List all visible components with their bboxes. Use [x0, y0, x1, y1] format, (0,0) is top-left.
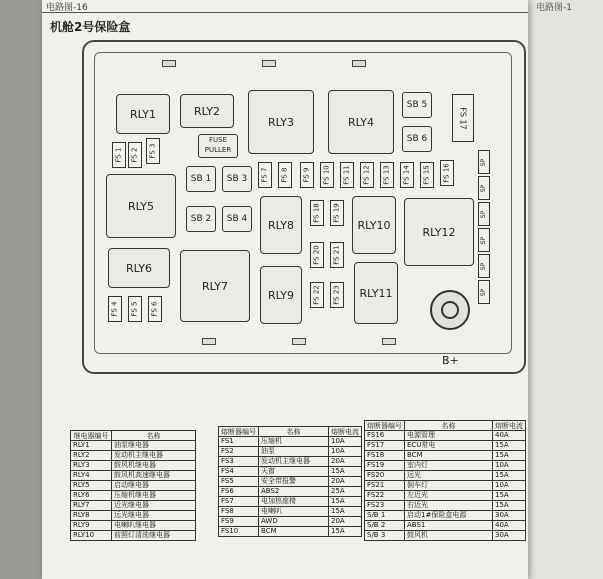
- table-row: [219, 457, 362, 467]
- fuse-table-2-header-name: 名称: [405, 421, 493, 431]
- table-cell: FS1: [219, 437, 259, 447]
- table-cell: 10A: [493, 461, 526, 471]
- table-cell: RLY9: [71, 521, 112, 531]
- table-cell: ABS1: [405, 521, 493, 531]
- table-row: [71, 451, 196, 461]
- table-cell: RLY4: [71, 471, 112, 481]
- table-cell: 远光继电器: [112, 511, 196, 521]
- fuse-puller: FUSE PULLER: [198, 134, 238, 158]
- table-cell: 天窗: [259, 467, 329, 477]
- table-cell: 电源管理: [405, 431, 493, 441]
- table-row: [219, 497, 362, 507]
- table-row: [219, 507, 362, 517]
- table-cell: 发动机主继电器: [112, 451, 196, 461]
- page-header: 电路图-16: [42, 0, 528, 13]
- relay-rly2: RLY2: [180, 94, 234, 128]
- table-cell: FS5: [219, 477, 259, 487]
- table-row: [71, 471, 196, 481]
- sb-4: SB 4: [222, 206, 252, 232]
- table-cell: 鼓风机高速继电器: [112, 471, 196, 481]
- table-row: [71, 511, 196, 521]
- table-cell: S/B 1: [365, 511, 405, 521]
- table-row: [71, 491, 196, 501]
- table-cell: BCM: [259, 527, 329, 537]
- fuse-table-1-header-current: 熔断电流: [329, 427, 362, 437]
- fuse-fs14: FS 14: [400, 162, 414, 188]
- fuse-table-1-header-id: 熔断器编号: [219, 427, 259, 437]
- relay-table-header-id: 继电器编号: [71, 431, 112, 441]
- relay-rly10: RLY10: [352, 196, 396, 254]
- table-cell: 10A: [493, 481, 526, 491]
- table-row: [219, 467, 362, 477]
- fuse-fs19: FS 19: [330, 200, 344, 226]
- sb-2: SB 2: [186, 206, 216, 232]
- table-cell: RLY5: [71, 481, 112, 491]
- fuse-fs16: FS 16: [440, 160, 454, 186]
- table-cell: S/B 3: [365, 531, 405, 541]
- fuse-fs20: FS 20: [310, 242, 324, 268]
- table-cell: 鼓风机: [405, 531, 493, 541]
- table-cell: FS21: [365, 481, 405, 491]
- relay-rly3: RLY3: [248, 90, 314, 154]
- battery-terminal-icon: [430, 290, 470, 330]
- table-row: [71, 531, 196, 541]
- table-cell: AWD: [259, 517, 329, 527]
- table-row: [365, 461, 526, 471]
- table-row: [219, 517, 362, 527]
- table-cell: RLY10: [71, 531, 112, 541]
- document-page: [42, 0, 528, 579]
- table-row: [219, 437, 362, 447]
- table-cell: FS17: [365, 441, 405, 451]
- fuse-table-1: [218, 426, 362, 537]
- box-clip: [202, 338, 216, 345]
- table-row: [365, 531, 526, 541]
- table-cell: 前照灯清洗继电器: [112, 531, 196, 541]
- relay-rly12: RLY12: [404, 198, 474, 266]
- fuse-fs9: FS 9: [300, 162, 314, 188]
- relay-rly6: RLY6: [108, 248, 170, 288]
- table-cell: 10A: [329, 437, 362, 447]
- table-row: [219, 447, 362, 457]
- relay-table-header-name: 名称: [112, 431, 196, 441]
- table-cell: FS20: [365, 471, 405, 481]
- table-cell: FS9: [219, 517, 259, 527]
- relay-rly1: RLY1: [116, 94, 170, 134]
- table-cell: 鼓风机继电器: [112, 461, 196, 471]
- relay-rly8: RLY8: [260, 196, 302, 254]
- box-clip: [162, 60, 176, 67]
- table-cell: RLY8: [71, 511, 112, 521]
- table-row: [71, 441, 196, 451]
- table-cell: 25A: [329, 487, 362, 497]
- fuse-fs3: FS 3: [146, 138, 160, 164]
- table-cell: 电喇叭: [259, 507, 329, 517]
- table-cell: 右近光: [405, 501, 493, 511]
- table-row: [219, 477, 362, 487]
- fuse-table-2-header-id: 熔断器编号: [365, 421, 405, 431]
- spare-fuse-1: SP: [478, 150, 490, 174]
- table-row: [71, 461, 196, 471]
- fuse-table-2: [364, 420, 526, 541]
- table-cell: RLY6: [71, 491, 112, 501]
- table-cell: 安全带报警: [259, 477, 329, 487]
- table-cell: 15A: [493, 471, 526, 481]
- spare-fuse-4: SP: [478, 228, 490, 252]
- fuse-fs22: FS 22: [310, 282, 324, 308]
- table-cell: 电加热座椅: [259, 497, 329, 507]
- table-cell: 发动机主继电器: [259, 457, 329, 467]
- fuse-fs10: FS 10: [320, 162, 334, 188]
- table-cell: FS4: [219, 467, 259, 477]
- table-row: [71, 481, 196, 491]
- fuse-fs18: FS 18: [310, 200, 324, 226]
- table-cell: 15A: [493, 491, 526, 501]
- table-row: [365, 481, 526, 491]
- table-cell: 40A: [493, 521, 526, 531]
- table-cell: 20A: [329, 477, 362, 487]
- fuse-table-1-header-name: 名称: [259, 427, 329, 437]
- table-cell: 15A: [493, 451, 526, 461]
- table-cell: 20A: [329, 517, 362, 527]
- table-row: [71, 501, 196, 511]
- box-clip: [262, 60, 276, 67]
- table-cell: 15A: [493, 441, 526, 451]
- table-cell: ECU常电: [405, 441, 493, 451]
- fuse-table-2-header-current: 熔断电流: [493, 421, 526, 431]
- table-cell: 左近光: [405, 491, 493, 501]
- fuse-fs5: FS 5: [128, 296, 142, 322]
- table-cell: 15A: [329, 497, 362, 507]
- relay-rly9: RLY9: [260, 266, 302, 324]
- sb-3: SB 3: [222, 166, 252, 192]
- table-cell: RLY1: [71, 441, 112, 451]
- battery-terminal-label: B+: [442, 354, 459, 367]
- table-cell: 油泵: [259, 447, 329, 457]
- table-cell: 10A: [329, 447, 362, 457]
- box-clip: [292, 338, 306, 345]
- relay-rly4: RLY4: [328, 90, 394, 154]
- page-title: 机舱2号保险盒: [50, 20, 131, 34]
- fuse-fs17: FS 17: [452, 94, 474, 142]
- table-cell: RLY2: [71, 451, 112, 461]
- sb-1: SB 1: [186, 166, 216, 192]
- table-cell: FS8: [219, 507, 259, 517]
- table-row: [365, 511, 526, 521]
- table-row: [219, 527, 362, 537]
- table-cell: S/B 2: [365, 521, 405, 531]
- table-cell: 室内灯: [405, 461, 493, 471]
- table-cell: 40A: [493, 431, 526, 441]
- table-cell: 启动继电器: [112, 481, 196, 491]
- spare-fuse-5: SP: [478, 254, 490, 278]
- table-row: [365, 451, 526, 461]
- table-cell: 15A: [329, 467, 362, 477]
- table-cell: FS3: [219, 457, 259, 467]
- table-row: [365, 431, 526, 441]
- table-cell: 15A: [329, 527, 362, 537]
- table-cell: 远光: [405, 471, 493, 481]
- table-cell: 电喇叭继电器: [112, 521, 196, 531]
- relay-rly5: RLY5: [106, 174, 176, 238]
- table-cell: 压缩机继电器: [112, 491, 196, 501]
- fuse-fs2: FS 2: [128, 142, 142, 168]
- table-row: [71, 521, 196, 531]
- spare-fuse-3: SP: [478, 202, 490, 226]
- table-cell: BCM: [405, 451, 493, 461]
- table-row: [365, 441, 526, 451]
- spare-fuse-2: SP: [478, 176, 490, 200]
- table-cell: FS23: [365, 501, 405, 511]
- table-row: [365, 501, 526, 511]
- table-cell: 30A: [493, 531, 526, 541]
- table-cell: FS18: [365, 451, 405, 461]
- table-cell: 压缩机: [259, 437, 329, 447]
- table-cell: ABS2: [259, 487, 329, 497]
- relay-rly7: RLY7: [180, 250, 250, 322]
- table-row: [365, 521, 526, 531]
- table-cell: FS19: [365, 461, 405, 471]
- relay-rly11: RLY11: [354, 262, 398, 324]
- table-cell: 15A: [329, 507, 362, 517]
- table-cell: RLY3: [71, 461, 112, 471]
- table-row: [365, 471, 526, 481]
- fuse-fs13: FS 13: [380, 162, 394, 188]
- table-cell: FS16: [365, 431, 405, 441]
- table-cell: 30A: [493, 511, 526, 521]
- spare-fuse-6: SP: [478, 280, 490, 304]
- table-cell: FS6: [219, 487, 259, 497]
- fuse-fs15: FS 15: [420, 162, 434, 188]
- fuse-fs6: FS 6: [148, 296, 162, 322]
- table-cell: 启动1#保险盒电源: [405, 511, 493, 521]
- table-cell: FS2: [219, 447, 259, 457]
- table-row: [365, 491, 526, 501]
- fuse-fs23: FS 23: [330, 282, 344, 308]
- table-cell: FS10: [219, 527, 259, 537]
- table-cell: FS7: [219, 497, 259, 507]
- fuse-fs21: FS 21: [330, 242, 344, 268]
- adjacent-page: [528, 0, 603, 579]
- table-row: [219, 487, 362, 497]
- box-clip: [382, 338, 396, 345]
- table-cell: FS22: [365, 491, 405, 501]
- sb-6: SB 6: [402, 126, 432, 152]
- table-cell: 油泵继电器: [112, 441, 196, 451]
- sb-5: SB 5: [402, 92, 432, 118]
- table-cell: RLY7: [71, 501, 112, 511]
- fuse-fs1: FS 1: [112, 142, 126, 168]
- fuse-fs12: FS 12: [360, 162, 374, 188]
- fuse-fs8: FS 8: [278, 162, 292, 188]
- fuse-fs7: FS 7: [258, 162, 272, 188]
- relay-table: [70, 430, 196, 541]
- fuse-fs11: FS 11: [340, 162, 354, 188]
- table-cell: 20A: [329, 457, 362, 467]
- table-cell: 倒车灯: [405, 481, 493, 491]
- box-clip: [352, 60, 366, 67]
- table-cell: 15A: [493, 501, 526, 511]
- adjacent-page-header: 电路图-1: [536, 3, 572, 13]
- fuse-fs4: FS 4: [108, 296, 122, 322]
- table-cell: 近光继电器: [112, 501, 196, 511]
